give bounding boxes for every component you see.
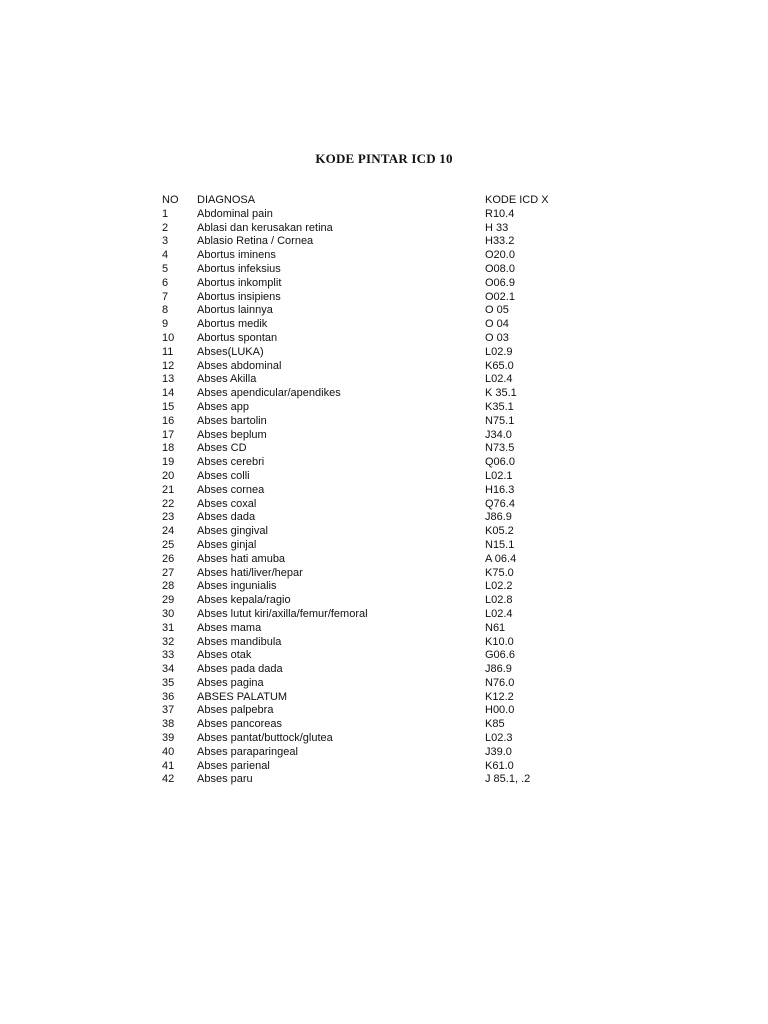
table-row: [162, 608, 575, 622]
row-number: 32: [162, 635, 175, 648]
icd-code: A 06.4: [485, 552, 517, 565]
icd-code: G06.6: [485, 649, 515, 662]
icd-code: O02.1: [485, 290, 515, 303]
icd-code: N15.1: [485, 538, 515, 551]
table-row: [162, 291, 575, 305]
table-row: [162, 470, 575, 484]
icd-code: O06.9: [485, 276, 515, 289]
diagnosis-name: Abses CD: [197, 442, 247, 455]
table-row: [162, 263, 575, 277]
icd-code: K65.0: [485, 359, 514, 372]
diagnosis-name: Abortus spontan: [197, 331, 278, 344]
row-number: 37: [162, 704, 175, 717]
diagnosis-name: Abses pada dada: [197, 663, 283, 676]
icd-code: L02.2: [485, 580, 513, 593]
icd-code: J34.0: [485, 428, 512, 441]
diagnosis-name: Abses pancoreas: [197, 718, 282, 731]
row-number: 11: [162, 345, 174, 358]
diagnosis-name: Abses parienal: [197, 759, 270, 772]
row-number: 40: [162, 745, 175, 758]
table-row: [162, 539, 575, 553]
table-row: [162, 222, 575, 236]
row-number: 7: [162, 290, 169, 303]
row-number: 9: [162, 318, 169, 331]
diagnosis-name: Abses Akilla: [197, 373, 257, 386]
icd-code: K75.0: [485, 566, 514, 579]
row-number: 13: [162, 373, 175, 386]
table-row: [162, 318, 575, 332]
diagnosis-name: Abses(LUKA): [197, 345, 264, 358]
icd-code: H33.2: [485, 235, 515, 248]
diagnosis-name: Abortus medik: [197, 318, 268, 331]
diagnosis-name: Ablasi dan kerusakan retina: [197, 221, 333, 234]
icd-code: Q06.0: [485, 456, 515, 469]
table-row: [162, 718, 575, 732]
table-row: [162, 622, 575, 636]
row-number: 2: [162, 221, 169, 234]
diagnosis-name: Abses app: [197, 400, 249, 413]
row-number: 19: [162, 456, 175, 469]
icd-code-table: [162, 194, 575, 787]
icd-code: K10.0: [485, 635, 514, 648]
table-row: [162, 746, 575, 760]
icd-code: O 03: [485, 331, 509, 344]
diagnosis-name: Abses lutut kiri/axilla/femur/femoral: [197, 607, 368, 620]
row-number: 15: [162, 400, 175, 413]
diagnosis-name: Abses gingival: [197, 525, 268, 538]
document-title: KODE PINTAR ICD 10: [315, 151, 453, 166]
table-row: [162, 401, 575, 415]
table-row: [162, 304, 575, 318]
row-number: 27: [162, 566, 175, 579]
row-number: 1: [162, 207, 169, 220]
icd-code: L02.4: [485, 607, 513, 620]
table-row: [162, 456, 575, 470]
table-row: [162, 732, 575, 746]
table-header: [162, 194, 575, 208]
table-row: [162, 567, 575, 581]
table-body: [162, 208, 575, 787]
diagnosis-name: Abses pantat/buttock/glutea: [197, 732, 333, 745]
table-row: [162, 663, 575, 677]
diagnosis-name: Abses cornea: [197, 483, 265, 496]
icd-code: L02.8: [485, 594, 513, 607]
diagnosis-name: Abdominal pain: [197, 207, 273, 220]
diagnosis-name: Abses paraparingeal: [197, 745, 298, 758]
row-number: 16: [162, 414, 175, 427]
table-row: [162, 580, 575, 594]
diagnosis-name: Abortus lainnya: [197, 304, 273, 317]
row-number: 10: [162, 331, 175, 344]
table-row: [162, 208, 575, 222]
icd-code: J86.9: [485, 511, 512, 524]
diagnosis-name: Abses coxal: [197, 497, 257, 510]
icd-code: J 85.1, .2: [485, 773, 531, 786]
table-row: [162, 387, 575, 401]
diagnosis-name: Abses hati/liver/hepar: [197, 566, 303, 579]
icd-code: N76.0: [485, 676, 515, 689]
diagnosis-name: Abortus inkomplit: [197, 276, 282, 289]
table-row: [162, 360, 575, 374]
icd-code: O 04: [485, 318, 509, 331]
diagnosis-name: Abses ginjal: [197, 538, 257, 551]
table-row: [162, 332, 575, 346]
icd-code: L02.4: [485, 373, 513, 386]
diagnosis-name: Abses abdominal: [197, 359, 282, 372]
diagnosis-name: Abses bartolin: [197, 414, 267, 427]
icd-code: K05.2: [485, 525, 514, 538]
icd-code: N73.5: [485, 442, 515, 455]
row-number: 33: [162, 649, 175, 662]
table-row: [162, 498, 575, 512]
table-row: [162, 594, 575, 608]
table-row: [162, 691, 575, 705]
table-row: [162, 773, 575, 787]
row-number: 34: [162, 663, 175, 676]
icd-code: K61.0: [485, 759, 514, 772]
diagnosis-name: Abses mama: [197, 621, 262, 634]
icd-code: K 35.1: [485, 387, 517, 400]
icd-code: L02.9: [485, 345, 513, 358]
icd-code: N61: [485, 621, 506, 634]
row-number: 35: [162, 676, 175, 689]
row-number: 30: [162, 607, 175, 620]
row-number: 22: [162, 497, 175, 510]
table-row: [162, 649, 575, 663]
row-number: 26: [162, 552, 175, 565]
icd-code: H16.3: [485, 483, 515, 496]
icd-code: K12.2: [485, 690, 514, 703]
row-number: 36: [162, 690, 175, 703]
icd-code: H 33: [485, 221, 509, 234]
row-number: 21: [162, 483, 175, 496]
header-code: KODE ICD X: [485, 194, 549, 206]
diagnosis-name: Abortus infeksius: [197, 262, 281, 275]
table-row: [162, 677, 575, 691]
diagnosis-name: Abses beplum: [197, 428, 267, 441]
row-number: 17: [162, 428, 175, 441]
table-row: [162, 442, 575, 456]
table-row: [162, 553, 575, 567]
table-row: [162, 429, 575, 443]
diagnosis-name: Abses mandibula: [197, 635, 282, 648]
icd-code: J86.9: [485, 663, 512, 676]
table-header-row: [162, 194, 575, 208]
table-row: [162, 249, 575, 263]
icd-code: R10.4: [485, 207, 515, 220]
icd-code: O20.0: [485, 249, 515, 262]
icd-code: Q76.4: [485, 497, 515, 510]
table-row: [162, 235, 575, 249]
row-number: 23: [162, 511, 175, 524]
row-number: 20: [162, 469, 175, 482]
icd-code: L02.3: [485, 732, 513, 745]
icd-code: K35.1: [485, 400, 514, 413]
row-number: 14: [162, 387, 175, 400]
row-number: 38: [162, 718, 175, 731]
diagnosis-name: Abses hati amuba: [197, 552, 286, 565]
icd-code: H00.0: [485, 704, 515, 717]
table-row: [162, 760, 575, 774]
row-number: 6: [162, 276, 169, 289]
table-row: [162, 277, 575, 291]
icd-code: K85: [485, 718, 505, 731]
icd-code: J39.0: [485, 745, 512, 758]
table-row: [162, 636, 575, 650]
table-row: [162, 415, 575, 429]
row-number: 29: [162, 594, 175, 607]
table-row: [162, 704, 575, 718]
row-number: 3: [162, 235, 169, 248]
diagnosis-name: Abses dada: [197, 511, 256, 524]
header-no: NO: [162, 194, 179, 206]
table-row: [162, 511, 575, 525]
row-number: 28: [162, 580, 175, 593]
row-number: 24: [162, 525, 175, 538]
header-diagnosis: DIAGNOSA: [197, 194, 256, 206]
row-number: 5: [162, 262, 169, 275]
diagnosis-name: Abses otak: [197, 649, 252, 662]
row-number: 4: [162, 249, 169, 262]
diagnosis-name: Abses pagina: [197, 676, 264, 689]
table-row: [162, 484, 575, 498]
row-number: 31: [162, 621, 175, 634]
icd-code: O 05: [485, 304, 509, 317]
diagnosis-name: Abortus insipiens: [197, 290, 281, 303]
diagnosis-name: Abortus iminens: [197, 249, 276, 262]
icd-code: O08.0: [485, 262, 515, 275]
row-number: 41: [162, 759, 175, 772]
diagnosis-name: Abses kepala/ragio: [197, 594, 291, 607]
diagnosis-name: Abses apendicular/apendikes: [197, 387, 341, 400]
icd-code: N75.1: [485, 414, 515, 427]
diagnosis-name: Ablasio Retina / Cornea: [197, 235, 314, 248]
diagnosis-name: Abses colli: [197, 469, 250, 482]
row-number: 25: [162, 538, 175, 551]
table-row: [162, 346, 575, 360]
table-row: [162, 373, 575, 387]
diagnosis-name: Abses palpebra: [197, 704, 274, 717]
row-number: 12: [162, 359, 175, 372]
row-number: 39: [162, 732, 175, 745]
diagnosis-name: Abses paru: [197, 773, 253, 786]
diagnosis-name: Abses ingunialis: [197, 580, 277, 593]
row-number: 8: [162, 304, 169, 317]
diagnosis-name: Abses cerebri: [197, 456, 265, 469]
table-row: [162, 525, 575, 539]
icd-code: L02.1: [485, 469, 513, 482]
row-number: 42: [162, 773, 175, 786]
row-number: 18: [162, 442, 175, 455]
diagnosis-name: ABSES PALATUM: [197, 690, 288, 703]
